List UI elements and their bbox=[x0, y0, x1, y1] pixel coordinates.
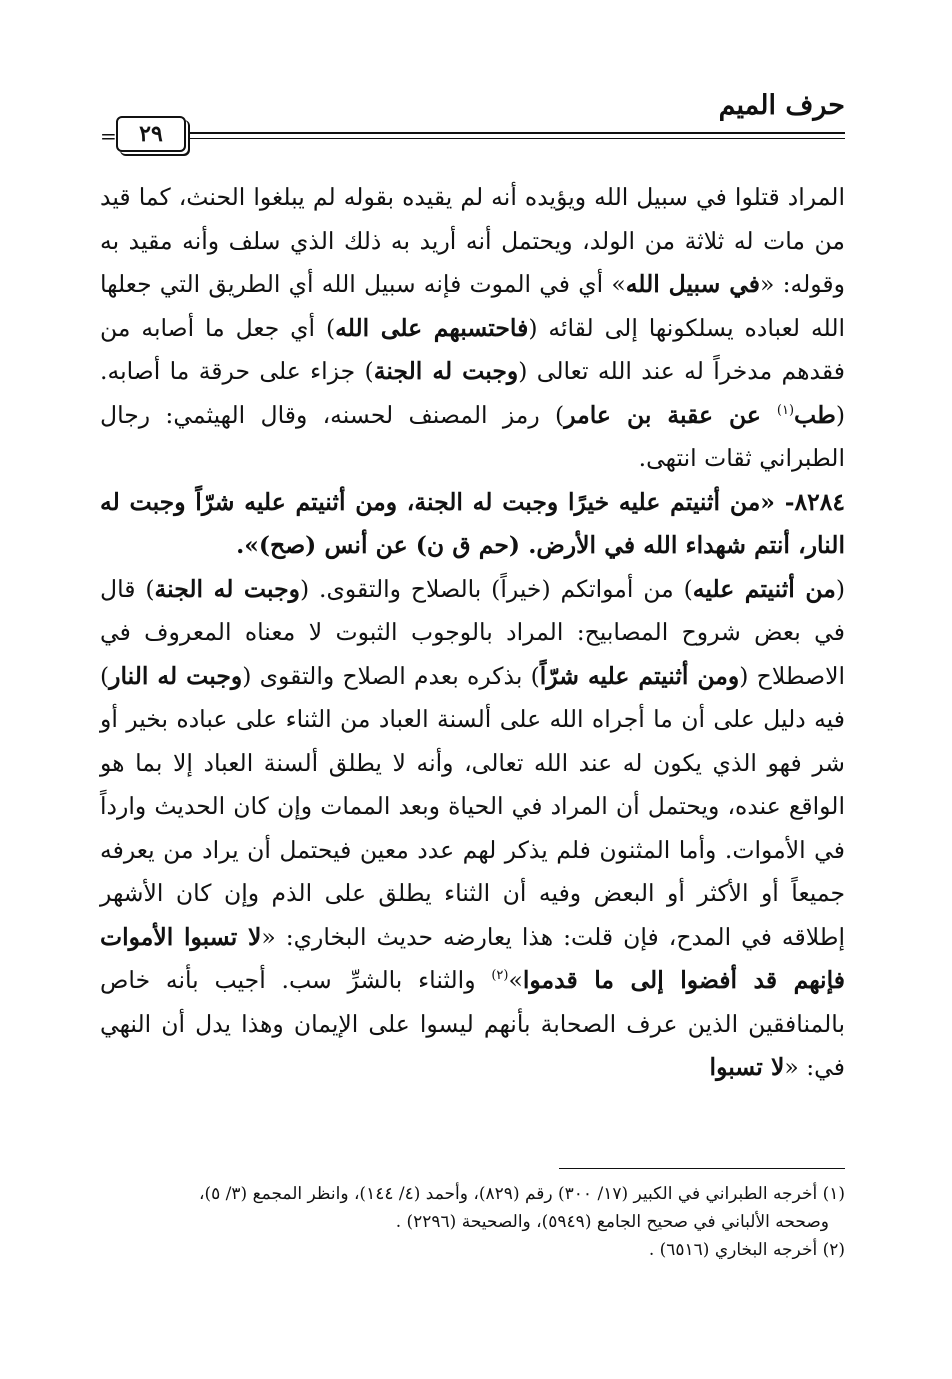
main-text bbox=[100, 176, 845, 1090]
footnote-ref-1: (١) bbox=[776, 402, 795, 418]
footnote-separator bbox=[559, 1168, 845, 1169]
header-rule-thin bbox=[188, 138, 845, 139]
footnotes bbox=[100, 1180, 845, 1264]
page-number: ٢٩ bbox=[116, 116, 186, 152]
paragraph-commentary-2: (من أثنيتم عليه) من أمواتكم (خيراً) بالصلاح والتقوى. (وجبت له الجنة) قال في بعض شروح المصابيح: المراد بالوجوب الثبوت لا معناه المعروف في الاصطلاح (ومن أثنيتم عليه شرّاً) بذكره بعدم الصلاح والتقوى (وجبت له النار) فيه دليل على أن ما أجراه الله على ألسنة العباد من الثناء على عباده بخير أو شر فهو الذي يكون له عند الله تعالى، وأنه لا يطلق ألسنة العباد إلا بما هو الواقع عنده، ويحتمل أن المراد في الحياة وبعد الممات وإن كان الحديث وارداً في الأموات. وأما المثنون فلم يذكر لهم عدد معين فيحتمل أن يراد من يعرفه جميعاً أو الأكثر أو البعض وفيه أن الثناء يطلق على الذم وإن كان الأشهر إطلاقه في المدح، فإن قلت: هذا يعارضه حديث البخاري: «لا تسبوا الأموات فإنهم قد أفضوا إلى ما قدموا»$^{(٢)}$ والثناء بالشرِّ سب. أجيب بأنه خاص بالمنافقين الذين عرف الصحابة بأنهم ليسوا على الإيمان وهذا يدل أن النهي في: «لا تسبوا bbox=[100, 574, 846, 1081]
header-rule bbox=[188, 132, 845, 134]
paragraph-commentary-1: المراد قتلوا في سبيل الله ويؤيده أنه لم يقيده بقوله لم يبلغوا الحنث، كما قيد من مات له ثلاثة من الولد، ويحتمل أنه أريد به ذلك الذي سلف وأنه مقيد به وقوله: «في سبيل الله» أي في الموت فإنه سبيل الله أي الطريق التي جعلها الله لعباده يسلكونها إلى لقائه (فاحتسبهم على الله) أي جعل ما أصابه من فقدهم مدخراً له عند الله تعالى (وجبت له الجنة) جزاء على حرقة ما أصابه. (طب$^{(١)}$ عن عقبة بن عامر) رمز المصنف لحسنه، وقال الهيثمي: رجال الطبراني ثقات انتهى. bbox=[100, 183, 846, 472]
header-dash: = bbox=[100, 124, 117, 148]
hadith-8284: ٨٢٨٤- «من أثنيتم عليه خيرًا وجبت له الجنة، ومن أثنيتم عليه شرّاً وجبت له النار، أنتم شهداء الله في الأرض. (حم ق ن) عن أنس (صح)». bbox=[100, 487, 845, 559]
footnote-1-continued: وصححه الألباني في صحيح الجامع (٥٩٤٩)، والصحيحة (٢٢٩٦) . bbox=[395, 1212, 829, 1232]
page-header bbox=[100, 88, 845, 154]
footnote-ref-2: (٢) bbox=[491, 968, 509, 984]
footnote-2: (٢) أخرجه البخاري (٦٥١٦) . bbox=[648, 1240, 845, 1260]
footnote-1: (١) أخرجه الطبراني في الكبير (١٧/ ٣٠٠) رقم (٨٢٩)، وأحمد (٤/ ١٤٤)، وانظر المجمع (٣/ ٥)، bbox=[198, 1184, 845, 1204]
chapter-title: حرف الميم bbox=[718, 90, 845, 121]
